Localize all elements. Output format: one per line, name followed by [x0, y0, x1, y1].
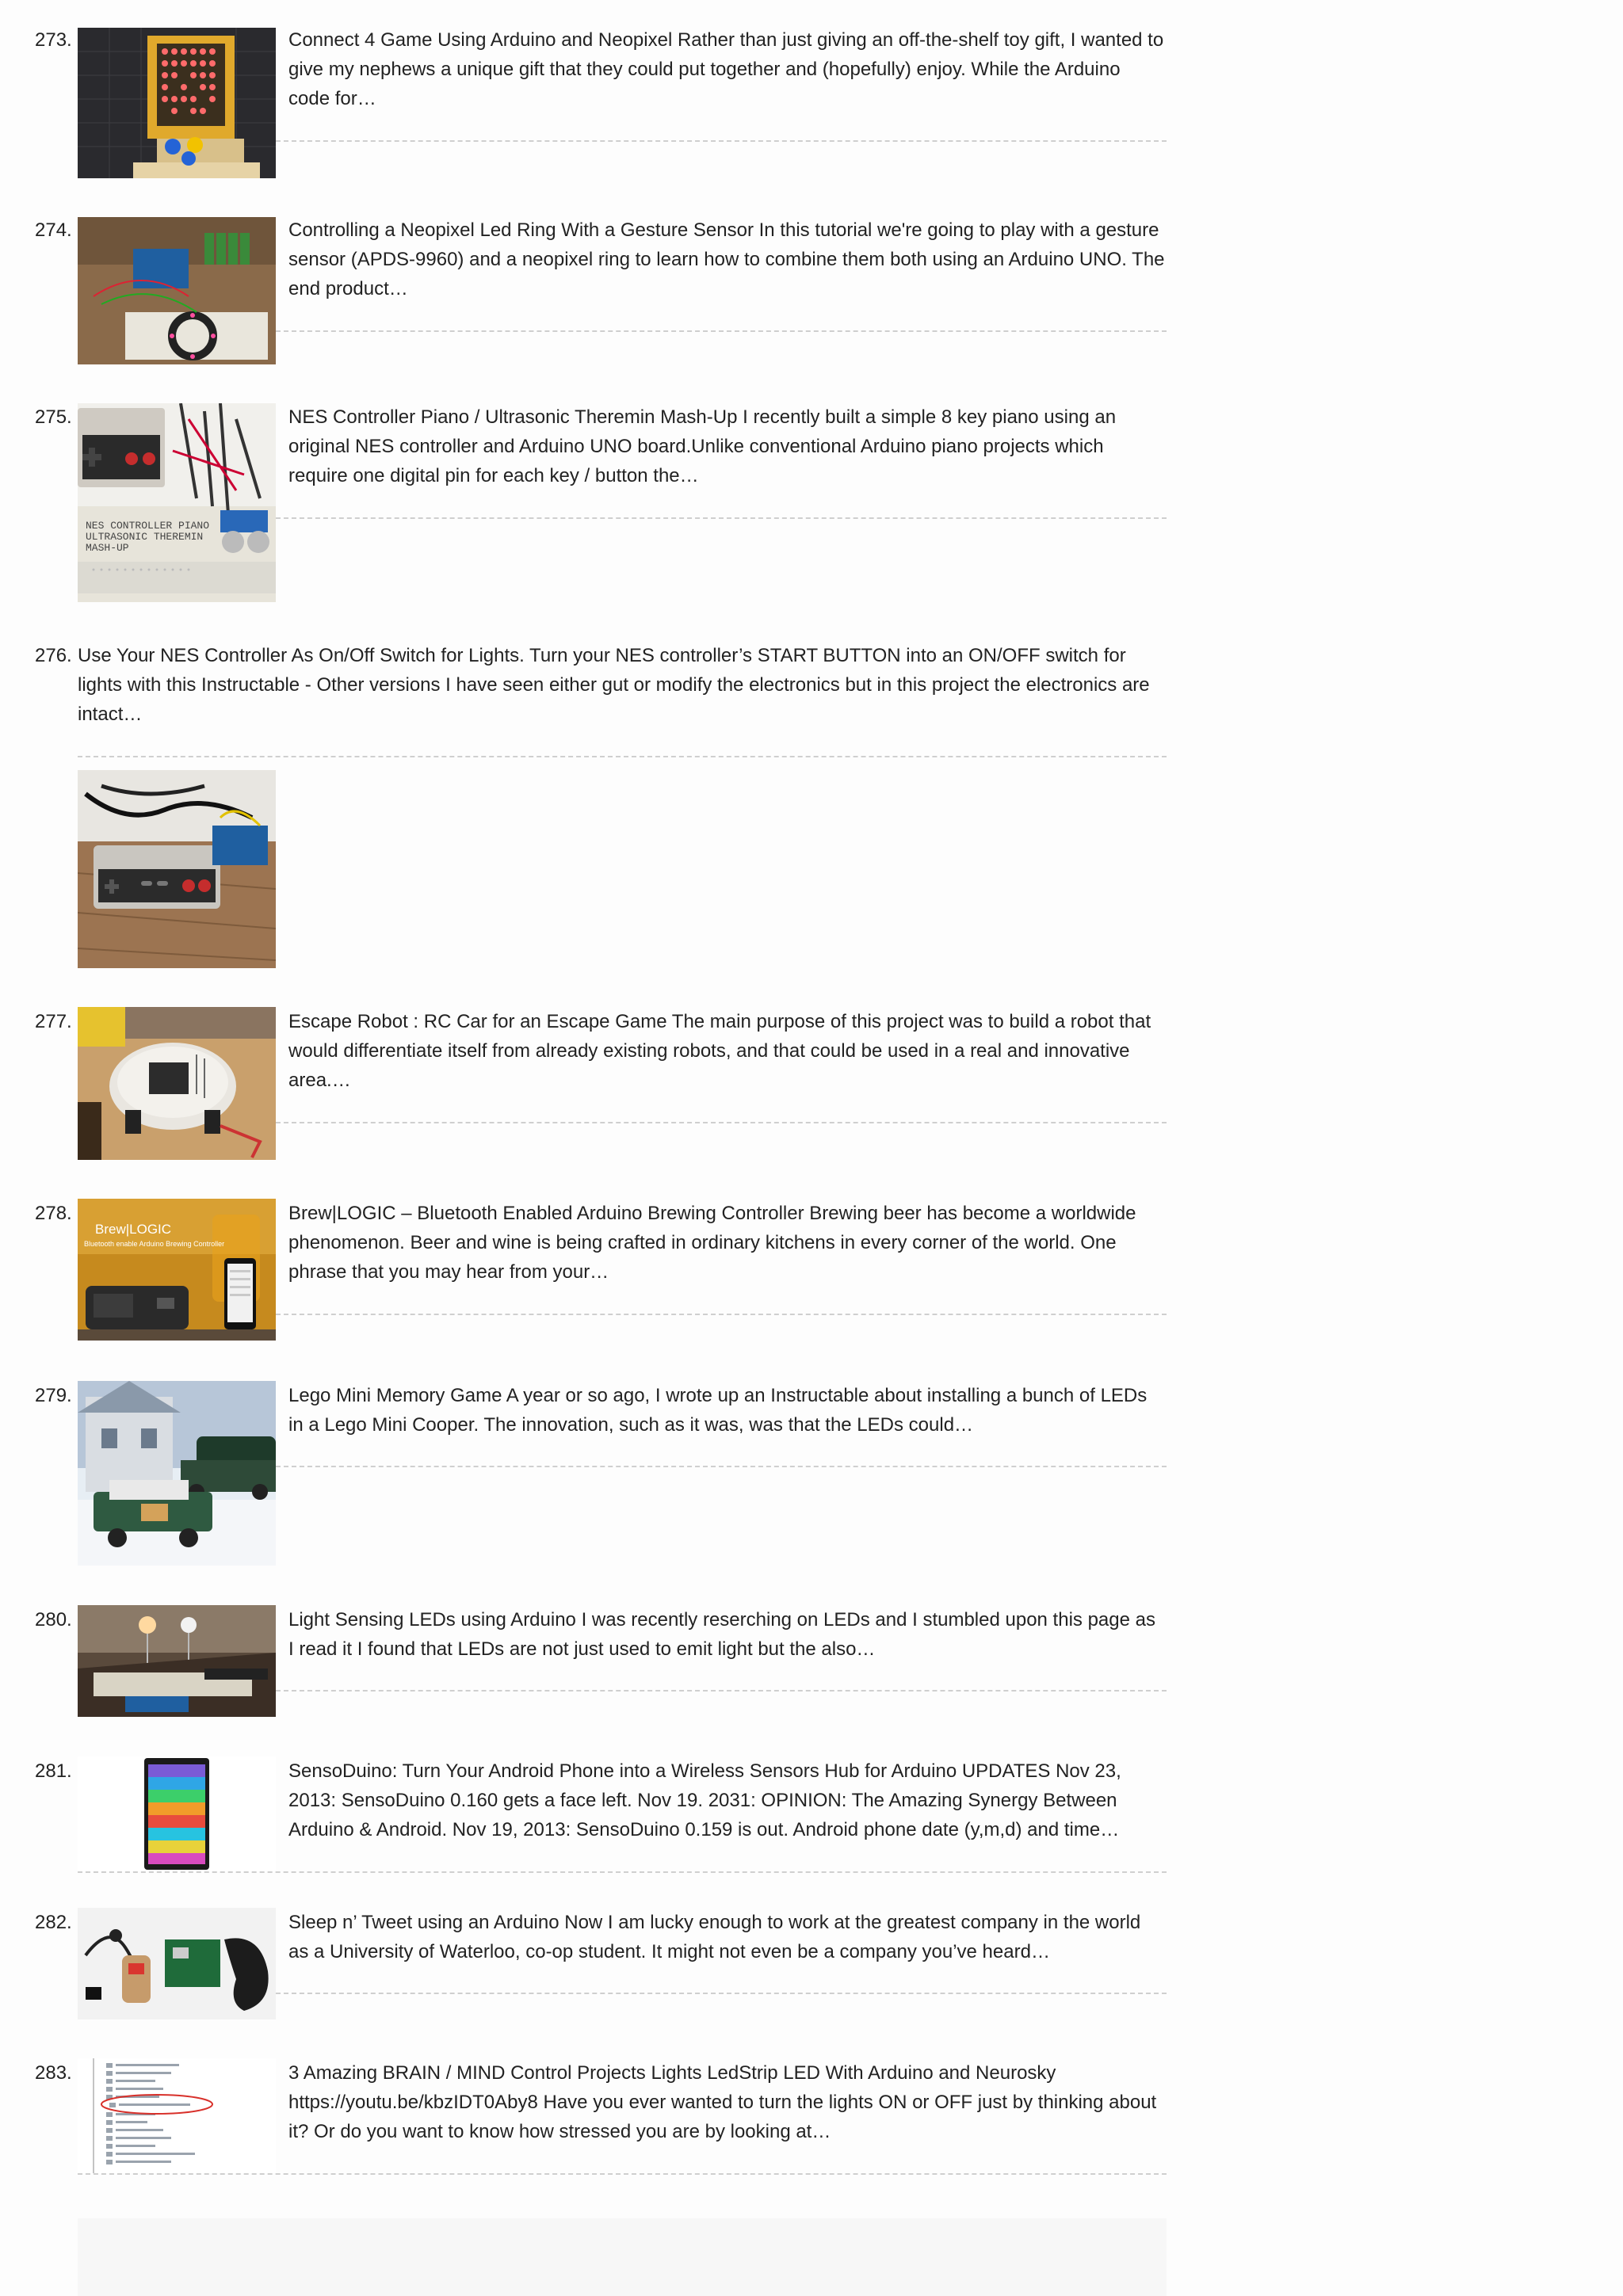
item-thumbnail[interactable]	[78, 28, 276, 178]
divider	[276, 330, 1167, 332]
thumb-title: Brew|LOGIC	[95, 1222, 172, 1237]
divider	[276, 517, 1167, 519]
item-thumbnail[interactable]	[78, 2058, 276, 2173]
item-number: 279.	[35, 1385, 72, 1406]
item-thumbnail[interactable]	[78, 1007, 276, 1160]
item-description[interactable]: SensoDuino: Turn Your Android Phone into a Wireless Sensors Hub for Arduino UPDATES Nov 23, 2013: SensoDuino 0.160 gets a face left. Nov 19. 2031: OPINION: The Amazing Synergy Between Arduino & Android. Nov 19, 2013: SensoDuino 0.159 is out. Android phone date (y,m,d) and time…	[288, 1760, 1121, 1840]
item-number: 282.	[35, 1912, 72, 1933]
divider	[78, 756, 1167, 757]
item-description[interactable]: Use Your NES Controller As On/Off Switch for Lights. Turn your NES controller’s START BUTTON into an ON/OFF switch for lights with this Instructable - Other versions I have seen either gut or modify the electronics but in this project the electronics are intact…	[78, 645, 1150, 725]
item-number: 283.	[35, 2062, 72, 2084]
item-thumbnail[interactable]	[78, 1605, 276, 1717]
item-description[interactable]: Brew|LOGIC – Bluetooth Enabled Arduino Brewing Controller Brewing beer has become a worldwide phenomenon. Beer and wine is being crafted in ordinary kitchens in every corner of the world. One phrase that you may hear from your…	[288, 1203, 1136, 1283]
nes-controller-piano-photo	[78, 403, 276, 602]
item-number: 278.	[35, 1203, 72, 1224]
item-number: 275.	[35, 406, 72, 428]
item-number: 277.	[35, 1011, 72, 1032]
item-description[interactable]: NES Controller Piano / Ultrasonic Theremin Mash-Up I recently built a simple 8 key piano using an original NES controller and Arduino UNO board.Unlike conventional Arduino piano projects which require one digital pin for each key / button the…	[288, 406, 1117, 486]
sensoduino-phone-photo	[78, 1756, 276, 1871]
escape-robot-photo	[78, 1007, 276, 1160]
svg-text:MASH-UP: MASH-UP	[86, 542, 129, 554]
item-description[interactable]: Light Sensing LEDs using Arduino I was recently reserching on LEDs and I stumbled upon this page as I read it I found that LEDs are not just used to emit light but the also…	[288, 1609, 1155, 1660]
device-manager-screenshot	[78, 2058, 276, 2173]
item-thumbnail[interactable]	[78, 770, 276, 968]
item-thumbnail[interactable]	[78, 1199, 276, 1341]
item-thumbnail[interactable]	[78, 217, 276, 364]
divider	[276, 1314, 1167, 1315]
nes-controller-switch-photo	[78, 770, 276, 968]
divider	[276, 1993, 1167, 1994]
item-thumbnail[interactable]	[78, 1381, 276, 1566]
item-description[interactable]: 3 Amazing BRAIN / MIND Control Projects Lights LedStrip LED With Arduino and Neurosky https://youtu.be/kbzIDT0Aby8 Have you ever wanted to turn the lights ON or OFF just by thinking about it? Or do you want to know how stressed you are by looking at…	[288, 2062, 1157, 2142]
page-footer-area	[78, 2218, 1167, 2296]
divider	[276, 140, 1167, 142]
brew-logic-photo	[78, 1199, 276, 1341]
connect-4-game-photo	[78, 28, 276, 178]
item-description[interactable]: Sleep n’ Tweet using an Arduino Now I am lucky enough to work at the greatest company in the world as a University of Waterloo, co-op student. It might not even be a company you’ve heard…	[288, 1912, 1141, 1962]
gesture-sensor-neopixel-photo	[78, 217, 276, 364]
item-thumbnail[interactable]	[78, 1756, 276, 1871]
divider	[78, 2173, 1167, 2175]
divider	[276, 1466, 1167, 1467]
divider	[276, 1690, 1167, 1691]
item-thumbnail[interactable]	[78, 1908, 276, 2019]
thumb-caption: NES CONTROLLER PIANO	[86, 520, 210, 532]
item-number: 274.	[35, 219, 72, 241]
item-thumbnail[interactable]	[78, 403, 276, 602]
item-description[interactable]: Escape Robot : RC Car for an Escape Game The main purpose of this project was to build a robot that would differentiate itself from already existing robots, and that could be used in a real and innovative area.…	[288, 1011, 1151, 1091]
item-number: 276.	[35, 645, 72, 666]
sleep-n-tweet-photo	[78, 1908, 276, 2019]
light-sensing-leds-photo	[78, 1605, 276, 1717]
item-number: 280.	[35, 1609, 72, 1630]
thumb-subtitle: Bluetooth enable Arduino Brewing Controller	[84, 1240, 225, 1248]
divider	[78, 1871, 1167, 1873]
item-number: 273.	[35, 29, 72, 51]
item-description[interactable]: Connect 4 Game Using Arduino and Neopixel Rather than just giving an off-the-shelf toy gift, I wanted to give my nephews a unique gift that they could put together and (hopefully) enjoy. While the Arduino code for…	[288, 29, 1164, 109]
svg-text:ULTRASONIC THEREMIN: ULTRASONIC THEREMIN	[86, 531, 204, 543]
item-number: 281.	[35, 1760, 72, 1782]
item-description[interactable]: Lego Mini Memory Game A year or so ago, I wrote up an Instructable about installing a bunch of LEDs in a Lego Mini Cooper. The innovation, such as it was, was that the LEDs could…	[288, 1385, 1148, 1436]
lego-mini-photo	[78, 1381, 276, 1566]
divider	[276, 1122, 1167, 1123]
item-description[interactable]: Controlling a Neopixel Led Ring With a Gesture Sensor In this tutorial we're going to play with a gesture sensor (APDS-9960) and a neopixel ring to learn how to combine them both using an Arduino UNO. The end product…	[288, 219, 1165, 299]
